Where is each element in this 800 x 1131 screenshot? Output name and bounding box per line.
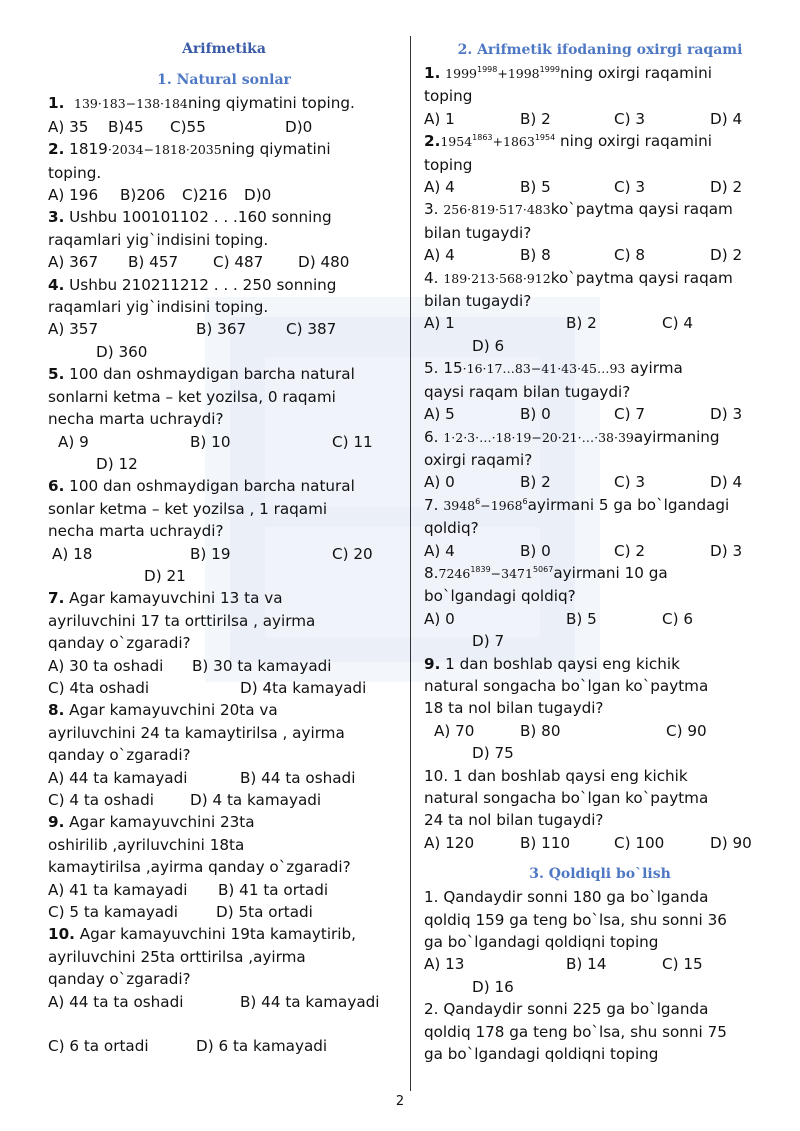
question-3: 3. Ushbu 100101102 . . .160 sonning raqamlari yig`indisini toping. A) 367 B) 457 C) 487 D) 480	[48, 208, 350, 272]
r-question-6: 6. 1·2·3·…·18·19−20·21·…·38·39ayirmaning oxirgi raqami? A) 0 B) 2 C) 3 D) 4	[424, 427, 743, 492]
column-divider	[410, 36, 411, 1091]
remainder-question-2: 2. Qandaydir sonni 225 ga bo`lganda qoldiq 178 ga teng bo`lsa, shu sonni 75 ga bo`lgandagi qoldiqni toping	[424, 1000, 727, 1064]
question-8: 8. Agar kamayuvchini 20ta va ayriluvchini 24 ta kamaytirilsa , ayirma qanday o`zgaradi? A) 44 ta kamayadi B) 44 ta oshadi C) 4 ta oshadi D) 4 ta kamayadi	[48, 701, 356, 809]
question-2: 2. 1819·2034−1818·2035ning qiymatini toping. A) 196 B)206 C)216 D)0	[48, 140, 331, 205]
r-question-2: $2.1954^{1863}+1863^{1954}$ ning oxirgi raqamini toping A) 4 B) 5 C) 3 D) 2	[424, 132, 743, 197]
question-4: 4. Ushbu 210211212 . . . 250 sonning raqamlari yig`indisini toping. A) 357 B) 367 C) 387 D) 360	[48, 275, 337, 361]
page-title: Arifmetika	[182, 41, 266, 57]
question-9: 9. Agar kamayuvchini 23ta oshirilib ,ayriluvchini 18ta kamaytirilsa ,ayirma qanday o`zgaradi? A) 41 ta kamayadi B) 41 ta ortadi C) 5 ta kamayadi D) 5ta ortadi	[48, 813, 351, 922]
section-title-oxirgi-raqam: 2. Arifmetik ifodaning oxirgi raqami	[457, 42, 743, 58]
page-number: 2	[395, 1094, 405, 1109]
question-7: 7. Agar kamayuvchini 13 ta va ayriluvchini 17 ta orttirilsa , ayirma qanday o`zgaradi? A) 30 ta oshadi B) 30 ta kamayadi C) 4ta oshadi D) 4ta kamayadi	[48, 589, 367, 697]
question-5: 5. 100 dan oshmaydigan barcha natural sonlarni ketma – ket yozilsa, 0 raqami necha marta uchraydi? A) 9 B) 10 C) 11 D) 12	[48, 365, 373, 473]
r-question-4: 4. 189·213·568·912ko`paytma qaysi raqam bilan tugaydi? A) 1 B) 2 C) 4 D) 6	[424, 268, 733, 355]
r-question-3: 3. 256·819·517·483ko`paytma qaysi raqam bilan tugaydi? A) 4 B) 8 C) 8 D) 2	[424, 200, 743, 265]
left-column	[48, 38, 400, 1057]
r-question-8: $8.7246^{1839}-3471^{5067}ayirmani$ 10 ga bo`lgandagi qoldiq? A) 0 B) 5 C) 6 D) 7	[424, 563, 694, 651]
question-10: 10. Agar kamayuvchini 19ta kamaytirib, ayriluvchini 25ta orttirilsa ,ayirma qanday o`zgaradi? A) 44 ta ta oshadi B) 44 ta kamayadi C) 6 ta ortadi D) 6 ta kamayadi	[48, 925, 380, 1056]
right-column	[424, 38, 776, 1065]
r-question-7: 7. $3948^6-1968^6ayirmani$ 5 ga bo`lgandagi qoldiq? A) 4 B) 0 C) 2 D) 3	[424, 495, 743, 560]
r-question-9: 9. 1 dan boshlab qaysi eng kichik natural songacha bo`lgan ko`paytma 18 ta nol bilan tugaydi? A) 70 B) 80 C) 90 D) 75	[424, 654, 709, 763]
r-question-10: 10. 1 dan boshlab qaysi eng kichik natural songacha bo`lgan ko`paytma 24 ta nol bilan tugaydi? A) 120 B) 110 C) 100 D) 90	[424, 766, 752, 852]
r-question-5: 5. 15·16·17…83−41·43·45…93 ayirma qaysi raqam bilan tugaydi? A) 5 B) 0 C) 7 D) 3	[424, 359, 743, 424]
question-1: 1. 139·183−138·184ning qiymatini toping. A) 35 B)45 C)55 D)0	[48, 94, 355, 136]
question-6: 6. 100 dan oshmaydigan barcha natural sonlar ketma – ket yozilsa , 1 raqami necha marta uchraydi? A) 18 B) 19 C) 20 D) 21	[48, 477, 373, 585]
section-title-qoldiqli-bolish: 3. Qoldiqli bo`lish	[529, 866, 671, 883]
r-question-1: 1. $1999^{1998}+1998^{1999}ning$ oxirgi raqamini toping A) 1 B) 2 C) 3 D) 4	[424, 64, 743, 128]
section-title-natural-sonlar: 1. Natural sonlar	[157, 72, 291, 89]
remainder-question-1: 1. Qandaydir sonni 180 ga bo`lganda qoldiq 159 ga teng bo`lsa, shu sonni 36 ga bo`lgandagi qoldiqni toping A) 13 B) 14 C) 15 D) 16	[424, 888, 727, 996]
